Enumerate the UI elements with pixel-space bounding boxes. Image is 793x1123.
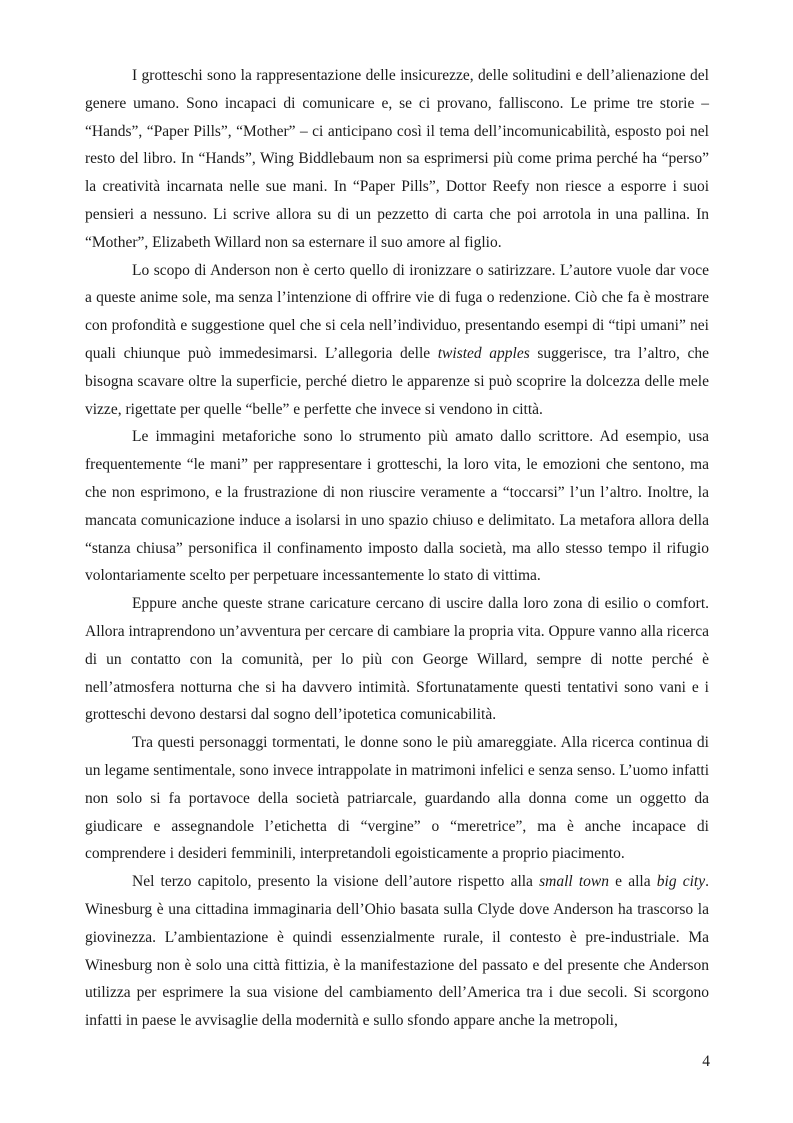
paragraph-3 xyxy=(85,423,709,590)
paragraph-2 xyxy=(85,257,709,424)
italic-term: big city xyxy=(656,873,706,891)
italic-term: twisted apples xyxy=(437,344,530,362)
italic-term: small town xyxy=(539,873,610,891)
page-number: 4 xyxy=(702,1053,710,1070)
text-run: Tra questi personaggi tormentati, le donne sono le più amareggiate. Alla ricerca continua di un legame sentimentale, sono invece intrappolate in matrimoni infelici e senza senso. L’uomo infatti non solo si fa portavoce della società patriarcale, guardando alla donna come un oggetto da giudicare e assegnandole l’etichetta di “vergine” o “meretrice”, ma è anche incapace di comprendere i desideri femminili, interpretandoli egoisticamente a proprio piacimento. xyxy=(85,734,709,863)
text-run: e alla xyxy=(609,873,657,891)
text-run: Lo scopo di Anderson non è certo quello di ironizzare o satirizzare. L’autore vuole dar voce a queste anime sole, ma senza l’intenzione di offrire vie di fuga o redenzione. Ciò che fa è mostrare con profondità e suggestione quel che si cela nell’individuo, presentando esempi di “tipi umani” nei quali chiunque può immedesimarsi. L’allegoria delle xyxy=(85,261,709,362)
text-run: Nel terzo capitolo, presento la visione dell’autore rispetto alla xyxy=(132,873,540,891)
text-run: Eppure anche queste strane caricature cercano di uscire dalla loro zona di esilio o comfort. Allora intraprendono un’avventura per cercare di cambiare la propria vita. Oppure vanno alla ricerca di un contatto con la comunità, per lo più con George Willard, sempre di notte perché è nell’atmosfera notturna che si ha davvero intimità. Sfortunatamente questi tentativi sono vani e i grotteschi devono destarsi dal sogno dell’ipotetica comunicabilità. xyxy=(85,595,709,724)
paragraph-5 xyxy=(85,729,709,868)
paragraph-1 xyxy=(85,62,709,257)
paragraph-4 xyxy=(85,590,709,729)
body-text xyxy=(85,62,709,1035)
text-run: I grotteschi sono la rappresentazione delle insicurezze, delle solitudini e dell’alienazione del genere umano. Sono incapaci di comunicare e, se ci provano, falliscono. Le prime tre storie – “Hands”, “Paper Pills”, “Mother” – ci anticipano così il tema dell’incomunicabilità, esposto poi nel resto del libro. In “Hands”, Wing Biddlebaum non sa esprimersi più come prima perché ha “perso” la creatività incarnata nelle sue mani. In “Paper Pills”, Dottor Reefy non riesce a esporre i suoi pensieri a nessuno. Li scrive allora su di un pezzetto di carta che poi arrotola in una pallina. In “Mother”, Elizabeth Willard non sa esternare il suo amore al figlio. xyxy=(85,67,709,251)
text-run: Le immagini metaforiche sono lo strumento più amato dallo scrittore. Ad esempio, usa frequentemente “le mani” per rappresentare i grotteschi, la loro vita, le emozioni che sentono, ma che non esprimono, e la frustrazione di non riuscire veramente a “toccarsi” l’un l’altro. Inoltre, la mancata comunicazione induce a isolarsi in uno spazio chiuso e delimitato. La metafora allora della “stanza chiusa” personifica il confinamento imposto dalla società, ma allo stesso tempo il rifugio volontariamente scelto per perpetuare incessantemente lo stato di vittima. xyxy=(85,428,709,585)
text-run: . Winesburg è una cittadina immaginaria dell’Ohio basata sulla Clyde dove Anderson ha trascorso la giovinezza. L’ambientazione è quindi essenzialmente rurale, il contesto è pre-industriale. Ma Winesburg non è solo una città fittizia, è la manifestazione del passato e del presente che Anderson utilizza per esprimere la sua visione del cambiamento dell’America tra i due secoli. Si scorgono infatti in paese le avvisaglie della modernità e sullo sfondo appare anche la metropoli, xyxy=(85,873,709,1030)
text-run: suggerisce, tra l’altro, che bisogna scavare oltre la superficie, perché dietro le apparenze si può scoprire la dolcezza delle mele vizze, rigettate per quelle “belle” e perfette che invece si vendono in città. xyxy=(85,344,710,418)
paragraph-6 xyxy=(85,868,709,1035)
